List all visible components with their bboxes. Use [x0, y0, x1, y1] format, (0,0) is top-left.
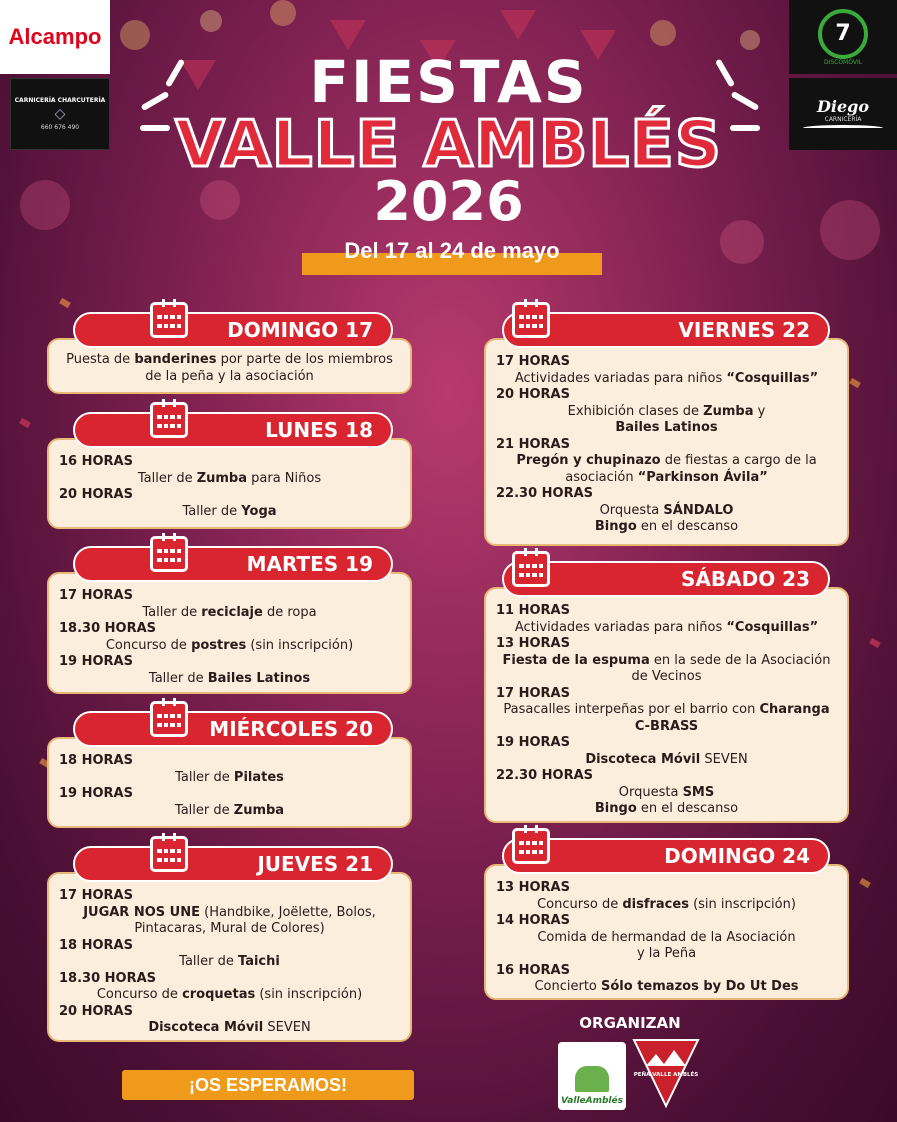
event-text: Actividades variadas para niños: [514, 370, 727, 386]
bunting-flag: [500, 10, 536, 40]
confetti: [869, 638, 881, 648]
event-hour: 11 HORAS: [496, 603, 570, 618]
event-text: Concierto: [534, 979, 602, 994]
event-text-bold: Zumba: [196, 470, 248, 486]
event-text-bold: disfraces: [622, 896, 689, 912]
event-hour: 13 HORAS: [496, 880, 570, 895]
event-text: Taller de: [148, 670, 208, 686]
day-title: VIERNES 22: [678, 318, 810, 342]
event-text-bold: SMS: [682, 784, 715, 800]
calendar-icon: [150, 402, 188, 438]
event-hour: 21 HORAS: [496, 436, 570, 452]
event-text: en el descanso: [636, 519, 739, 534]
day-title: DOMINGO 17: [227, 318, 373, 342]
day-card-jueves-21: [47, 846, 412, 1042]
calendar-icon: [512, 302, 550, 338]
event-text-bold: Yoga: [241, 503, 277, 519]
event-text: Concurso de: [96, 987, 183, 1002]
event-text-bold: Zumba: [233, 802, 285, 818]
event-text-bold: “Parkinson Ávila”: [637, 469, 768, 485]
event-text: por parte de los miembros de la peña y la asociación: [145, 352, 393, 384]
confetti: [19, 418, 31, 428]
event-text-bold: Bingo: [594, 801, 637, 816]
confetti: [59, 298, 71, 308]
day-card-viernes-22: [484, 312, 849, 546]
day-header: [502, 312, 830, 348]
event-text: en el descanso: [636, 801, 739, 816]
event-hour: 14 HORAS: [496, 913, 570, 928]
event-description: [496, 503, 837, 536]
event-description: [59, 638, 400, 655]
diamond-icon: ◇: [54, 106, 66, 122]
event-hour: 20 HORAS: [496, 387, 570, 402]
event-text: Taller de: [179, 954, 238, 969]
event-text: Actividades variadas para niños: [514, 619, 727, 635]
bunting-flag: [330, 20, 366, 50]
day-card-body: [47, 438, 412, 529]
asociacion-valle-ambles-logo: [558, 1042, 626, 1110]
event-text-bold: Pregón y chupinazo: [516, 453, 661, 468]
event-hour: 16 HORAS: [59, 454, 133, 469]
title-valle-ambles: VALLE AMBLÉS: [175, 108, 722, 182]
calendar-icon: [512, 551, 550, 587]
event-description: [59, 471, 400, 488]
event-text: Taller de: [142, 604, 202, 620]
event-text-bold: JUGAR NOS UNE: [83, 904, 200, 920]
calendar-icon: [150, 836, 188, 872]
title-fiestas: FIESTAS: [309, 48, 588, 116]
event-description: [59, 504, 400, 521]
event-text: de ropa: [262, 604, 317, 620]
day-title: SÁBADO 23: [680, 567, 810, 591]
day-title: MIÉRCOLES 20: [209, 717, 373, 741]
confetti: [849, 378, 861, 388]
event-text: Exhibición clases de: [567, 403, 704, 419]
event-text-bold: Bailes Latinos: [207, 670, 311, 686]
bokeh-light: [200, 10, 222, 32]
event-description: [496, 979, 837, 996]
dates-text: Del 17 al 24 de mayo: [344, 238, 560, 263]
day-card-sabado-23: [484, 561, 849, 823]
charcuteria-phone: 660 676 490: [40, 124, 80, 131]
bokeh-light: [270, 0, 296, 26]
calendar-icon: [512, 828, 550, 864]
diego-label: CARNICERÍA: [824, 116, 862, 123]
day-header: [502, 838, 830, 874]
event-hour: 19 HORAS: [59, 654, 133, 669]
event-text: Pasacalles interpeñas por el barrio con: [503, 702, 760, 717]
event-description: [496, 453, 837, 486]
event-hour: 19 HORAS: [496, 735, 570, 750]
day-header: [73, 846, 393, 882]
day-header: [73, 546, 393, 582]
organizan-label: ORGANIZAN: [579, 1014, 681, 1032]
event-hour: 13 HORAS: [496, 636, 570, 651]
asociacion-logo-text: ValleAmblés: [561, 1096, 623, 1106]
os-esperamos-banner: [122, 1070, 414, 1100]
event-hour: 17 HORAS: [496, 354, 570, 369]
day-title: JUEVES 21: [257, 852, 373, 876]
calendar-icon: [150, 302, 188, 338]
day-card-domingo-24: [484, 838, 849, 1000]
day-header: [73, 711, 393, 747]
event-hour: 20 HORAS: [59, 487, 133, 502]
event-hour: 17 HORAS: [59, 888, 133, 903]
event-text-bold: banderines: [134, 352, 217, 367]
title-year: 2026: [373, 170, 524, 233]
event-text: Puesta de: [66, 352, 135, 367]
event-hour: 20 HORAS: [59, 1003, 133, 1019]
event-text: (sin inscripción): [255, 987, 363, 1002]
os-esperamos-text: ¡OS ESPERAMOS!: [188, 1074, 348, 1095]
event-description: [59, 671, 400, 688]
event-text-bold: Pilates: [233, 769, 284, 785]
event-description: [59, 1020, 400, 1037]
event-text-bold: postres: [191, 637, 247, 653]
day-card-body: [484, 338, 849, 546]
event-text-bold: Bailes Latinos: [615, 420, 718, 435]
event-text: Taller de: [174, 802, 234, 818]
event-description: [496, 785, 837, 818]
event-description: [496, 897, 837, 914]
event-hour: 17 HORAS: [59, 588, 133, 603]
calendar-icon: [150, 536, 188, 572]
house-icon: [575, 1066, 609, 1092]
event-description: [496, 371, 837, 388]
event-hour: 22.30 HORAS: [496, 486, 594, 501]
event-text-bold: “Cosquillas”: [726, 370, 819, 386]
event-hour: 18 HORAS: [59, 937, 133, 953]
day-title: MARTES 19: [246, 552, 373, 576]
event-text: Concurso de: [105, 637, 192, 653]
event-text: SEVEN: [700, 751, 748, 767]
day-header: [73, 412, 393, 448]
event-text-bold: Sólo temazos by Do Ut Des: [601, 979, 799, 994]
event-description: [59, 954, 400, 971]
event-text: (sin inscripción): [688, 896, 796, 912]
day-title: DOMINGO 24: [664, 844, 810, 868]
charcuteria-title: CARNICERÍA CHARCUTERÍA: [14, 97, 106, 104]
day-card-body: [47, 572, 412, 694]
event-description: [59, 803, 400, 820]
day-header: [73, 312, 393, 348]
day-card-body: [47, 872, 412, 1042]
calendar-icon: [150, 701, 188, 737]
event-text: Taller de: [182, 503, 242, 519]
event-description: [59, 987, 400, 1004]
pena-logo-text: PEÑA VALLE AMBLÉS: [633, 1072, 699, 1078]
event-description: [496, 653, 837, 686]
event-text: en la sede de la Asociación de Vecinos: [631, 652, 831, 684]
event-text-bold: Fiesta de la espuma: [502, 652, 650, 668]
day-header: [502, 561, 830, 597]
event-text-bold: Discoteca Móvil: [148, 1020, 264, 1035]
event-hour: 17 HORAS: [496, 685, 570, 701]
event-hour: 16 HORAS: [496, 962, 570, 978]
diego-name: Diego: [817, 97, 869, 116]
day-card-martes-19: [47, 546, 412, 694]
event-text-bold: SÁNDALO: [663, 502, 734, 518]
confetti: [859, 878, 871, 888]
event-text: (Handbike, Joëlette, Bolos, Pintacaras, Mural de Colores): [134, 904, 376, 936]
bokeh-light: [120, 20, 150, 50]
event-text-bold: Taichi: [238, 954, 280, 969]
event-text: de fiestas a cargo de la asociación: [565, 453, 817, 485]
event-text-bold: reciclaje: [201, 604, 263, 620]
event-description: [59, 905, 400, 938]
alcampo-logo-text: Alcampo: [8, 24, 102, 49]
event-text: Concurso de: [537, 896, 623, 912]
event-hour: 18 HORAS: [59, 753, 133, 768]
day-card-miercoles-20: [47, 711, 412, 828]
event-text-bold: “Cosquillas”: [726, 619, 819, 635]
pena-valle-ambles-logo: [632, 1036, 700, 1108]
event-text-bold: Discoteca Móvil: [585, 751, 701, 767]
event-hour: 22.30 HORAS: [496, 768, 594, 783]
day-card-lunes-18: [47, 412, 412, 529]
event-text: SEVEN: [263, 1020, 311, 1035]
day-card-body: [484, 864, 849, 1000]
event-hour: 18.30 HORAS: [59, 970, 157, 986]
event-text: para Niños: [247, 470, 322, 486]
event-description: [59, 352, 400, 385]
event-text-bold: Zumba: [703, 403, 754, 419]
seven-label: DISCOMÓVIL: [823, 58, 863, 66]
event-text: Orquesta: [618, 784, 683, 800]
event-description: [496, 404, 837, 437]
event-description: [496, 930, 837, 963]
event-text: y: [753, 403, 766, 419]
event-text: Comida de hermandad de la Asociación y la Peña: [537, 929, 796, 961]
event-text: (sin inscripción): [246, 637, 354, 653]
event-description: [496, 752, 837, 769]
day-card-body: [47, 737, 412, 828]
event-description: [496, 620, 837, 637]
event-text-bold: Charanga C-BRASS: [634, 702, 830, 734]
event-description: [496, 702, 837, 735]
event-hour: 19 HORAS: [59, 786, 133, 801]
event-text-bold: Bingo: [594, 519, 637, 534]
bokeh-light: [740, 30, 760, 50]
event-text-bold: croquetas: [182, 987, 256, 1002]
day-card-body: [484, 587, 849, 823]
event-description: [59, 770, 400, 787]
day-title: LUNES 18: [265, 418, 373, 442]
event-description: [59, 605, 400, 622]
seven-number: 7: [835, 21, 851, 46]
event-text: Orquesta: [599, 502, 664, 518]
event-hour: 18.30 HORAS: [59, 621, 157, 636]
event-text: Taller de: [175, 769, 234, 785]
bokeh-light: [650, 20, 676, 46]
event-text: Taller de: [137, 470, 197, 486]
day-card-domingo-17: [47, 312, 412, 394]
